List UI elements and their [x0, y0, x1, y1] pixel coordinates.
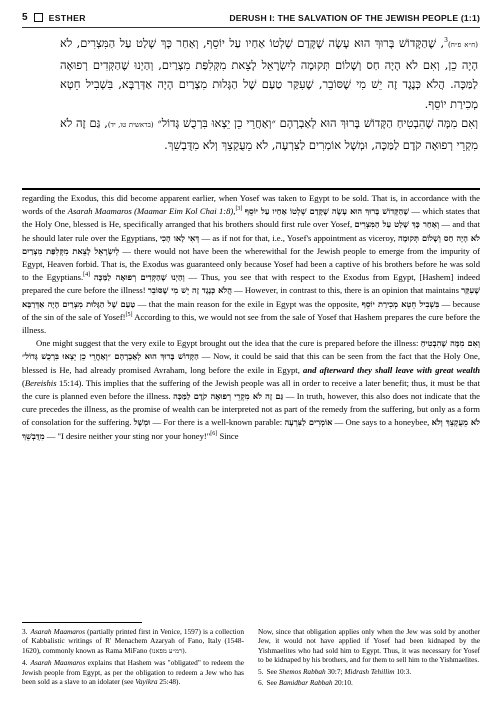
hebrew-citation: (בראשית טו, יד) — [107, 121, 154, 129]
text-run: — "I desire neither your sting nor your honey!" — [44, 430, 211, 441]
text-run: — which states that the Holy One, blessed is He, specifically arranged that his brothers should first rule over Yosef, — [22, 206, 480, 230]
hebrew-quote: וְאִם מִמָּה שֶׁהִבְטִיחַ הַקָּדוֹשׁ בָּרוּךְ הוּא לְאַבְרָהָם ״וְאַחֲרֵי כֵן יֵצְאוּ בִּרְכֻשׁ גָּדוֹל״ — [22, 338, 480, 362]
footnote-marker: 3 — [444, 37, 448, 45]
footnote-number: 4. — [22, 658, 28, 668]
footnote-4-continued: Now, since that obligation applies only when the Jew was sold by another Jew, it would not have applied if Yosef had been kidnaped by the Yishmaelites who had sold him to Egypt. Thus, it was necessary for Yosef to be kidnaped by his brothers, and for them to sell him to the Yishmaelites. — [258, 627, 480, 665]
hebrew-text: וְאִם מִמָּה שֶׁהִבְטִיחַ הַקָּדוֹשׁ בָּרוּךְ הוּא לְאַבְרָהָם ״וְאַחֲרֵי כֵן יֵצְאוּ בִּרְכֻשׁ גָּדוֹל״ — [157, 116, 478, 130]
hebrew-text-block — [60, 34, 478, 155]
text-run: (partially printed first in Venice, 1597) is a collection of Kabbalistic writings of R' Menachem Azaryah of Fano, Italy (1548-1620), commonly known as Rama MiFano — [22, 627, 244, 655]
section-title: DERUSH I: THE SALVATION OF THE JEWISH PEOPLE (1:1) — [229, 13, 480, 23]
hebrew-quote: דְּאִי לָאו הָכִי — [159, 232, 200, 243]
header-divider — [22, 27, 480, 28]
work-title: Asarah Maamaros (Maamar Eim Kol Chai — [67, 206, 217, 217]
page-number: 5 — [22, 12, 28, 23]
hebrew-quote: שֶׁהַקָּדוֹשׁ בָּרוּךְ הוּא עָשָׂה שֶׁקָּדַם שְׁלְטוֹ אַחַיו עַל יוֹסֵף — [244, 206, 410, 217]
text-run: According to this, we would not see from the sale of Yosef that Hashem prepares the cure before the illness. — [22, 311, 480, 336]
hebrew-quote: בִּשְׁבִיל חֵטְא מְכִירַת יוֹסֵף — [361, 298, 440, 309]
hebrew-abbreviation: (רמ״ע מפאנו) — [149, 646, 185, 655]
book-title: ESTHER — [48, 12, 86, 23]
hebrew-quote: לֹא מֵעֻקְצֵךְ וְלֹא מִדֻּבְשֵׁךְ — [22, 417, 480, 441]
text-run: — and that he should later rule over the Egyptians, — [22, 219, 480, 243]
hebrew-paragraph-2 — [60, 114, 478, 155]
text-run: — because of the sin of the sale of Yosef! — [22, 298, 480, 322]
text-run: 30:7; — [325, 666, 345, 676]
hebrew-text: שֶׁהַקָּדוֹשׁ בָּרוּךְ הוּא עָשָׂה שֶׁקָּדַם שְׁלְטוֹ אַחַיו עַל יוֹסֵף, וְאַחַר כָּךְ שָׁלַט עַל הַמִּצְרִים, לֹא הָיָה כֵן, וְאִם לֹא הָיָה חַס וְשָׁלוֹם תְּקוּמָה לְיִשְׂרָאֵל לָצֵאת מִקְּלִפַּת מִצְרַיִם, וְהַיְנוּ שֶׁהַקְּדִים רְפוּאָה לַמַּכָּה. הֲלֹא כְּנֶגֶד זֶה יֵשׁ מִי שֶׁסּוֹבֵר, שֶׁעִקַּר טַעַם שֶׁל הַגָּלוּת מִצְרַיִם הָיָה אַדְּרַבָּא, בִּשְׁבִיל חֵטְא מְכִירַת יוֹסֵף. — [60, 36, 478, 111]
footnote-column-left — [22, 627, 244, 689]
text-run: regarding the Exodus, this did become apparent earlier, when Yosef was taken to Egypt to be sold. That is, in accordance with the words of the — [22, 193, 480, 217]
text-run: 15:14). This implies that the suffering of the Jewish people was all in order to receive a later benefit; thus, it must be that the cure is planned even before the illness. — [22, 377, 480, 402]
verse-reference: Vayikra — [135, 677, 158, 687]
text-run: — as if not for that, i.e., Yosef's appointment as viceroy, — [199, 232, 398, 243]
square-ornament-icon — [34, 13, 43, 22]
text-run: 20:10. — [332, 678, 353, 688]
english-paragraph-1 — [22, 192, 480, 337]
work-title: Asarah Maamaros — [30, 658, 86, 668]
verse-reference: Bereishis — [24, 377, 57, 388]
english-translation — [22, 192, 480, 443]
hebrew-text: , גַּם זֶה לֹא מִקְרֵי רְפוּאָה קֹדֶם לַמַּכָּה, וּמְשָׁל אוֹמְרִים לַצִּרְעָה, לֹא מֵעֻקְצֵךְ וְלֹא מִדֻּבְשֵׁךְ. — [60, 116, 478, 152]
footnote-marker: [4] — [83, 272, 91, 279]
hebrew-quote: אוֹמְרִים לַצִּרְעָה — [284, 417, 333, 428]
verse-quote: and afterward they shall leave with great wealth — [303, 364, 480, 375]
section-divider — [22, 188, 480, 190]
running-header — [22, 12, 480, 26]
footnote-number: 5. — [258, 666, 264, 676]
footnote-marker: [5] — [125, 311, 133, 318]
hebrew-quote: הֲלֹא כְּנֶגֶד זֶה יֵשׁ מִי שֶׁסּוֹבֵר — [147, 285, 232, 296]
work-reference: 1:8), — [216, 206, 236, 217]
text-run: — Thus, you see that with respect to the Exodus from Egypt, [Hashem] indeed prepared the cure before the illness! — [22, 272, 480, 296]
footnote-divider — [22, 622, 142, 623]
text-run: Since — [217, 430, 239, 441]
footnote-3 — [22, 627, 244, 656]
text-run: — However, in contrast to this, there is an opinion that maintains — [231, 285, 462, 296]
footnote-4 — [22, 658, 244, 686]
text-run: — For there is a well-known parable: — [150, 417, 285, 428]
hebrew-citation: (ח״א פ״ח) — [447, 41, 478, 49]
english-paragraph-2 — [22, 337, 480, 443]
hebrew-quote: גַּם זֶה לֹא מִקְרֵי רְפוּאָה קֹדֶם לַמַּכָּה — [173, 391, 284, 402]
text-run: One might suggest that the very exile to Egypt brought out the idea that the cure is prepared before the illness: — [36, 338, 421, 349]
hebrew-paragraph-1: (ח״א פ״ח)$^3$, שֶׁהַקָּדוֹשׁ בָּרוּךְ הוּא עָשָׂה שֶׁקָּדַם שְׁלְטוֹ אַחַיו עַל יוֹסֵף, וְאַחַר כָּךְ שָׁלַט עַל הַמִּצְרִים, לֹא הָיָה כֵן, וְאִם לֹא הָיָה חַס וְשָׁלוֹם תְּקוּמָה לְיִשְׂרָאֵל לָצֵאת מִקְּלִפַּת מִצְרַיִם, וְהַיְנוּ שֶׁהַקְּדִים רְפוּאָה לַמַּכָּה. הֲלֹא כְּנֶגֶד זֶה יֵשׁ מִי שֶׁסּוֹבֵר, שֶׁעִקַּר טַעַם שֶׁל הַגָּלוּת מִצְרַיִם הָיָה אַדְּרַבָּא, בִּשְׁבִיל חֵטְא מְכִירַת יוֹסֵף. — [60, 36, 478, 111]
footnote-column-right — [258, 627, 480, 689]
footnotes — [22, 627, 480, 689]
text-run: — One says to a honeybee, — [332, 417, 432, 428]
text-run: See — [266, 666, 279, 676]
footnote-6 — [258, 678, 480, 687]
footnote-number: 3. — [22, 627, 28, 636]
hebrew-quote: לֹא הָיָה חַס וְשָׁלוֹם תְּקוּמָה לְיִשְׂרָאֵל לָצֵאת מִקְּלִפַּת מִצְרַיִם — [22, 232, 480, 256]
text-run: — In truth, however, this also does not indicate that the cure precedes the illness, as the promise of wealth can be interpreted not as part of the remedy from the suffering, but only as a form of consolation for the suffering. — [22, 391, 480, 428]
text-run: See — [266, 678, 279, 688]
source-reference: Midrash Tehillim — [344, 666, 395, 676]
footnote-marker: [3] — [235, 206, 243, 213]
text-run: — that the main reason for the exile in Egypt was the opposite, — [135, 298, 362, 309]
hebrew-quote: וְהַיְנוּ שֶׁהַקְּדִים רְפוּאָה לַמַּכָּה — [93, 272, 185, 283]
footnote-5 — [258, 667, 480, 676]
source-reference: Shemos Rabbah — [278, 666, 326, 676]
source-reference: Bamidbar Rabbah — [278, 678, 333, 688]
header-left — [22, 12, 86, 23]
footnote-marker: [6] — [210, 430, 218, 437]
text-run: 10:3. — [394, 666, 412, 676]
hebrew-quote: שֶׁעִקַּר טַעַם שֶׁל הַגָּלוּת מִצְרַיִם הָיָה אַדְּרַבָּא — [22, 285, 480, 309]
hebrew-quote: וְאַחַר כָּךְ שָׁלַט עַל הַמִּצְרִים — [354, 219, 440, 230]
text-run: — there would not have been the wherewithal for the Jewish people to emerge from the impurity of Egypt, Heaven forbid. That is, the Exodus was guaranteed only because Yosef had been a captive of his brothers before he was sold to the Egyptians. — [22, 245, 480, 283]
hebrew-quote: וּמְשָׁל — [133, 417, 151, 428]
footnote-number: 6. — [258, 678, 264, 688]
text-run: — Now, it could be said that this can be seen from the fact that the Holy One, blessed is He, had already promised Avraham, long before the exile in Egypt, — [22, 351, 480, 375]
text-run: 25:48). — [157, 677, 181, 687]
text-run: . — [184, 645, 187, 655]
text-run: explains that Hashem was "obligated" to redeem the Jewish people from Egypt, as per the obligation to redeem a Jew who has been sold as a slave to an idolater (see — [22, 658, 244, 687]
work-title: Asarah Maamaros — [30, 627, 85, 636]
text-run: ( — [22, 377, 25, 388]
